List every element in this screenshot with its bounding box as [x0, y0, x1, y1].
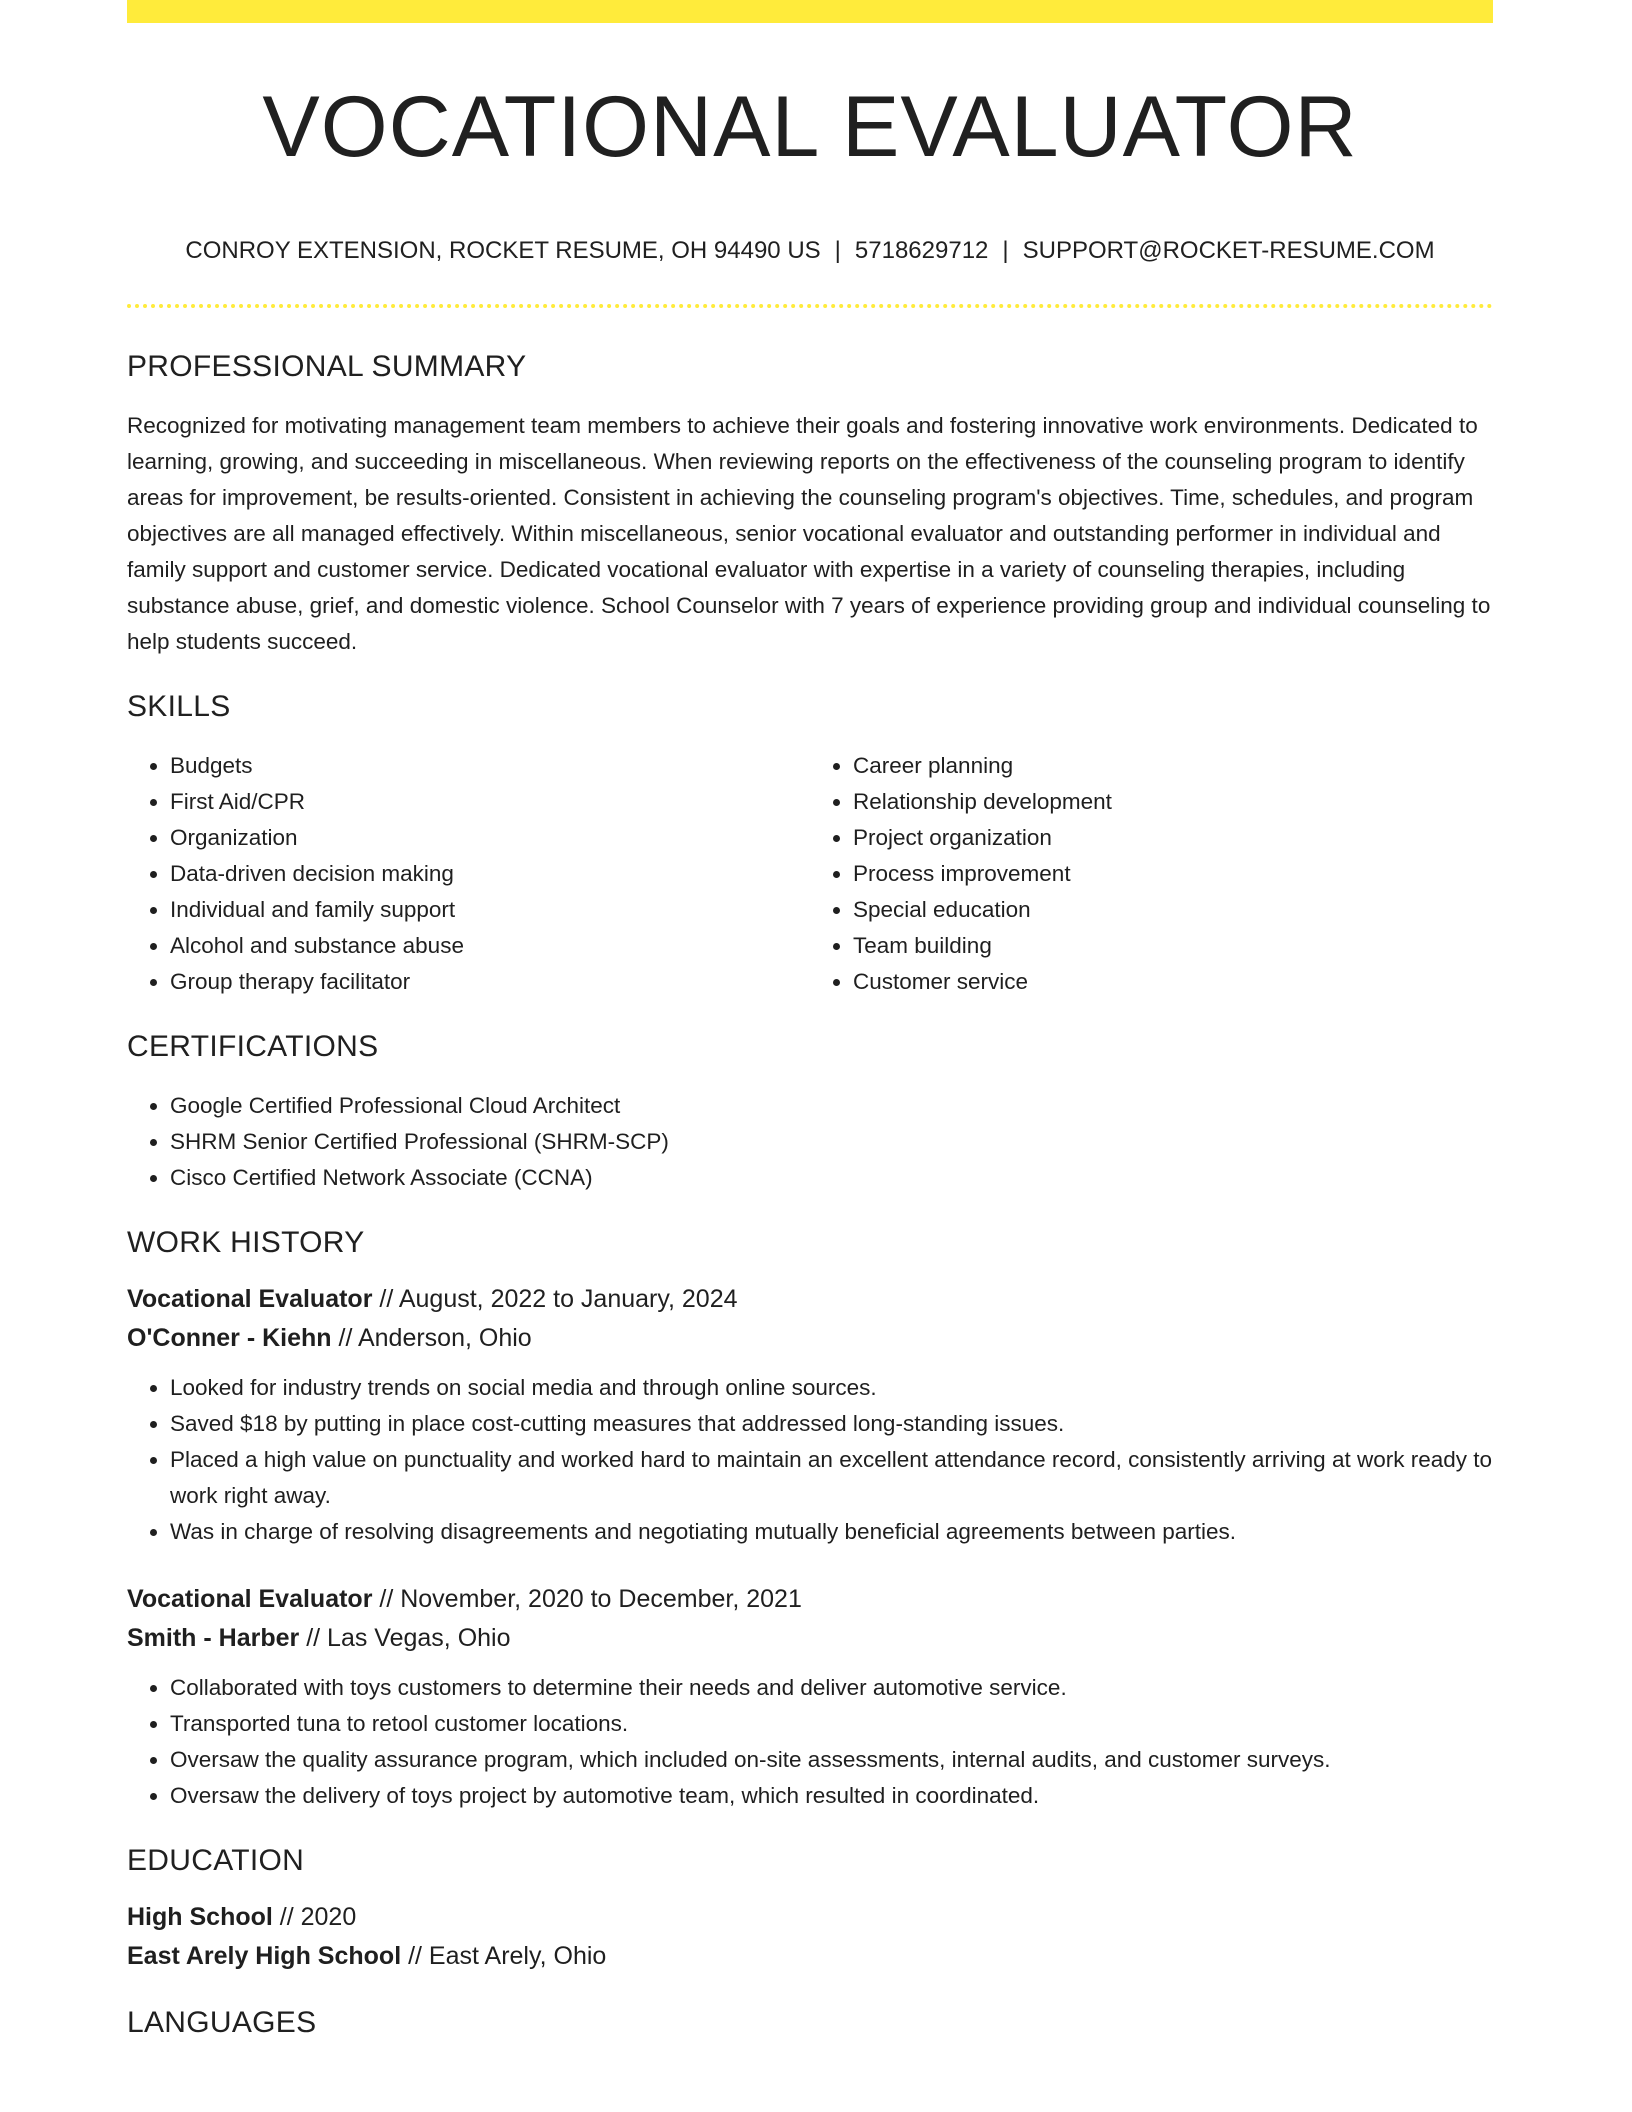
dotted-divider — [127, 304, 1493, 308]
skill-item: • Special education — [853, 892, 1493, 928]
skills-columns — [127, 724, 1493, 1000]
skill-item: • Organization — [170, 820, 810, 856]
job-company-line — [127, 1619, 1493, 1658]
skill-item: • Process improvement — [853, 856, 1493, 892]
resume-body — [127, 350, 1493, 2040]
certification-item: • Google Certified Professional Cloud Architect — [170, 1088, 1493, 1124]
job-location: // Las Vegas, Ohio — [299, 1624, 511, 1652]
work-history-heading: WORK HISTORY — [127, 1226, 365, 1259]
skills-list-left — [127, 748, 810, 1000]
skills-section — [127, 690, 1493, 1000]
education-degree-line — [127, 1898, 1493, 1937]
education-section — [127, 1844, 1493, 1976]
certification-item: • Cisco Certified Network Associate (CCNA) — [170, 1160, 1493, 1196]
resume-title: VOCATIONAL EVALUATOR — [262, 79, 1358, 175]
certifications-section — [127, 1030, 1493, 1196]
education-heading: EDUCATION — [127, 1844, 305, 1877]
skill-item: • Relationship development — [853, 784, 1493, 820]
education-location: // East Arely, Ohio — [401, 1942, 607, 1970]
job-duty: • Was in charge of resolving disagreements and negotiating mutually beneficial agreements between parties. — [170, 1514, 1493, 1550]
skills-heading: SKILLS — [127, 690, 231, 723]
job-company: Smith - Harber — [127, 1624, 300, 1652]
languages-section — [127, 2006, 1493, 2040]
job-company-line — [127, 1319, 1493, 1358]
contact-line — [127, 237, 1493, 265]
summary-heading: PROFESSIONAL SUMMARY — [127, 350, 527, 383]
job-title: Vocational Evaluator — [127, 1285, 373, 1313]
job-entry — [127, 1280, 1493, 1550]
job-duties-list — [127, 1670, 1493, 1814]
job-duty: • Oversaw the quality assurance program, which included on-site assessments, internal audits, and customer surveys. — [170, 1742, 1493, 1778]
summary-text: Recognized for motivating management team members to achieve their goals and fostering innovative work environments. Dedicated to learning, growing, and succeeding in miscellaneous. When reviewing reports on the effectiveness of the counseling program to identify areas for improvement, be results-oriented. Consistent in achieving the counseling program's objectives. Time, schedules, and program objectives are all managed effectively. Within miscellaneous, senior vocational evaluator and outstanding performer in individual and family support and customer service. Dedicated vocational evaluator with expertise in a variety of counseling therapies, including substance abuse, grief, and domestic violence. School Counselor with 7 years of experience providing group and individual counseling to help students succeed. — [127, 413, 1491, 654]
contact-separator: | — [1002, 237, 1009, 264]
contact-phone: 5718629712 — [854, 237, 989, 264]
job-dates: // November, 2020 to December, 2021 — [372, 1585, 802, 1613]
job-title-line — [127, 1280, 1493, 1319]
job-title-line — [127, 1580, 1493, 1619]
skill-item: • Individual and family support — [170, 892, 810, 928]
skill-item: • Career planning — [853, 748, 1493, 784]
job-duties-list — [127, 1370, 1493, 1550]
work-history-section — [127, 1226, 1493, 1814]
languages-heading: LANGUAGES — [127, 2006, 317, 2039]
certifications-heading: CERTIFICATIONS — [127, 1030, 379, 1063]
top-accent-bar — [127, 0, 1493, 23]
education-school-line — [127, 1937, 1493, 1976]
contact-separator: | — [834, 237, 841, 264]
contact-address: CONROY EXTENSION, ROCKET RESUME, OH 94490 US — [185, 237, 821, 264]
job-title: Vocational Evaluator — [127, 1585, 373, 1613]
education-school: East Arely High School — [127, 1942, 402, 1970]
contact-email: SUPPORT@ROCKET-RESUME.COM — [1022, 237, 1435, 264]
job-duty: • Oversaw the delivery of toys project by automotive team, which resulted in coordinated. — [170, 1778, 1493, 1814]
skill-item: • Budgets — [170, 748, 810, 784]
skills-list-right — [810, 748, 1493, 1000]
certification-item: • SHRM Senior Certified Professional (SHRM-SCP) — [170, 1124, 1493, 1160]
skill-item: • Alcohol and substance abuse — [170, 928, 810, 964]
skill-item: • Project organization — [853, 820, 1493, 856]
job-duty: • Collaborated with toys customers to determine their needs and deliver automotive service. — [170, 1670, 1493, 1706]
skill-item: • Group therapy facilitator — [170, 964, 810, 1000]
job-duty: • Looked for industry trends on social media and through online sources. — [170, 1370, 1493, 1406]
job-entry — [127, 1580, 1493, 1814]
job-dates: // August, 2022 to January, 2024 — [372, 1285, 738, 1313]
skill-item: • Team building — [853, 928, 1493, 964]
skill-item: • Customer service — [853, 964, 1493, 1000]
summary-section — [127, 350, 1493, 660]
job-duty: • Saved $18 by putting in place cost-cutting measures that addressed long-standing issues. — [170, 1406, 1493, 1442]
education-year: // 2020 — [272, 1903, 357, 1931]
skill-item: • Data-driven decision making — [170, 856, 810, 892]
job-duty: • Placed a high value on punctuality and worked hard to maintain an excellent attendance record, consistently arriving at work ready to work right away. — [170, 1442, 1493, 1514]
skill-item: • First Aid/CPR — [170, 784, 810, 820]
education-degree: High School — [127, 1903, 273, 1931]
job-duty: • Transported tuna to retool customer locations. — [170, 1706, 1493, 1742]
job-company: O'Conner - Kiehn — [127, 1324, 332, 1352]
certifications-list — [127, 1088, 1493, 1196]
job-location: // Anderson, Ohio — [331, 1324, 532, 1352]
